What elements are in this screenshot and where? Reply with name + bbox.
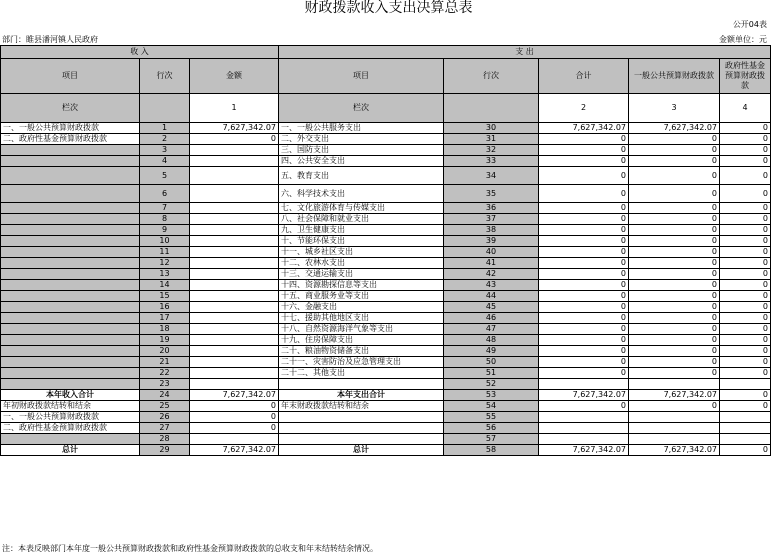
income-amount-cell xyxy=(190,379,279,390)
income-item-cell xyxy=(1,145,140,156)
income-item-cell xyxy=(1,280,140,291)
expense-item-cell: 七、文化旅游体育与传媒支出 xyxy=(279,203,444,214)
table-row xyxy=(1,412,771,423)
expense-fund-cell: 0 xyxy=(720,401,771,412)
table-row xyxy=(1,390,771,401)
income-item-cell xyxy=(1,379,140,390)
expense-total-cell: 0 xyxy=(539,335,629,346)
income-line-cell: 8 xyxy=(140,214,190,225)
expense-general-cell: 0 xyxy=(629,302,720,313)
income-amount-cell: 0 xyxy=(190,401,279,412)
income-item-cell xyxy=(1,368,140,379)
expense-line-cell: 48 xyxy=(444,335,539,346)
expense-total-cell: 0 xyxy=(539,313,629,324)
table-row xyxy=(1,423,771,434)
income-item-cell xyxy=(1,203,140,214)
department-label: 部门：睢县潘河镇人民政府 xyxy=(2,35,98,44)
income-line-cell: 5 xyxy=(140,167,190,185)
col-header-line: 行次 xyxy=(140,59,190,94)
expense-line-cell: 40 xyxy=(444,247,539,258)
income-item-cell xyxy=(1,185,140,203)
income-item-cell: 一、一般公共预算财政拨款 xyxy=(1,412,140,423)
col-header-line2: 行次 xyxy=(444,59,539,94)
income-line-cell: 17 xyxy=(140,313,190,324)
expense-total-cell xyxy=(539,423,629,434)
expense-total-cell: 0 xyxy=(539,167,629,185)
income-item-cell xyxy=(1,434,140,445)
expense-total-cell: 0 xyxy=(539,134,629,145)
table-row xyxy=(1,225,771,236)
income-line-cell: 26 xyxy=(140,412,190,423)
expense-line-cell: 43 xyxy=(444,280,539,291)
table-row xyxy=(1,357,771,368)
income-line-cell: 27 xyxy=(140,423,190,434)
expense-total-cell: 7,627,342.07 xyxy=(539,390,629,401)
expense-line-cell: 52 xyxy=(444,379,539,390)
expense-fund-cell xyxy=(720,412,771,423)
expense-fund-cell xyxy=(720,434,771,445)
expense-fund-cell: 0 xyxy=(720,225,771,236)
income-item-cell xyxy=(1,214,140,225)
expense-general-cell: 0 xyxy=(629,401,720,412)
expense-line-cell: 36 xyxy=(444,203,539,214)
expense-line-cell: 58 xyxy=(444,445,539,456)
expense-item-cell: 总计 xyxy=(279,445,444,456)
footnote: 注：本表反映部门本年度一般公共预算财政拨款和政府性基金预算财政拨款的总收支和年末结转结余情况。 xyxy=(2,544,378,553)
col-header-amount: 金额 xyxy=(190,59,279,94)
income-item-cell xyxy=(1,346,140,357)
expense-total-cell xyxy=(539,412,629,423)
expense-line-cell: 30 xyxy=(444,123,539,134)
table-row xyxy=(1,258,771,269)
expense-line-cell: 55 xyxy=(444,412,539,423)
expense-line-cell: 53 xyxy=(444,390,539,401)
expense-fund-cell: 0 xyxy=(720,247,771,258)
expense-fund-cell: 0 xyxy=(720,167,771,185)
expense-item-cell: 六、科学技术支出 xyxy=(279,185,444,203)
income-amount-cell xyxy=(190,313,279,324)
income-line-cell: 25 xyxy=(140,401,190,412)
table-row xyxy=(1,134,771,145)
expense-total-cell: 0 xyxy=(539,291,629,302)
col-header-total: 合计 xyxy=(539,59,629,94)
expense-general-cell: 0 xyxy=(629,247,720,258)
income-amount-cell xyxy=(190,368,279,379)
table-row xyxy=(1,269,771,280)
expense-section-header: 支 出 xyxy=(279,46,771,59)
expense-general-cell: 0 xyxy=(629,335,720,346)
income-amount-cell xyxy=(190,302,279,313)
expense-total-cell xyxy=(539,434,629,445)
income-amount-cell xyxy=(190,434,279,445)
income-item-cell xyxy=(1,225,140,236)
income-line-cell: 13 xyxy=(140,269,190,280)
income-amount-cell xyxy=(190,280,279,291)
unit-label: 金额单位：元 xyxy=(719,35,767,44)
expense-total-cell: 0 xyxy=(539,258,629,269)
table-row xyxy=(1,123,771,134)
table-row xyxy=(1,167,771,185)
expense-total-cell: 0 xyxy=(539,269,629,280)
income-amount-cell xyxy=(190,203,279,214)
income-item-cell xyxy=(1,167,140,185)
expense-item-cell: 一、一般公共服务支出 xyxy=(279,123,444,134)
expense-fund-cell: 0 xyxy=(720,185,771,203)
expense-total-cell: 0 xyxy=(539,236,629,247)
income-item-cell xyxy=(1,269,140,280)
expense-line-cell: 50 xyxy=(444,357,539,368)
expense-item-cell: 五、教育支出 xyxy=(279,167,444,185)
expense-general-cell: 0 xyxy=(629,236,720,247)
income-item-cell xyxy=(1,324,140,335)
table-row xyxy=(1,156,771,167)
expense-general-cell xyxy=(629,412,720,423)
expense-total-cell: 0 xyxy=(539,203,629,214)
expense-item-cell: 十四、资源勘探信息等支出 xyxy=(279,280,444,291)
table-row xyxy=(1,280,771,291)
expense-general-cell: 7,627,342.07 xyxy=(629,123,720,134)
income-amount-cell xyxy=(190,258,279,269)
expense-total-cell: 0 xyxy=(539,214,629,225)
income-amount-cell: 7,627,342.07 xyxy=(190,445,279,456)
col-header-fund: 政府性基金预算财政拨款 xyxy=(720,59,771,94)
income-amount-cell xyxy=(190,346,279,357)
income-line-cell: 9 xyxy=(140,225,190,236)
expense-total-cell: 0 xyxy=(539,401,629,412)
income-line-cell: 24 xyxy=(140,390,190,401)
expense-item-cell: 二十二、其他支出 xyxy=(279,368,444,379)
col-header-item: 项目 xyxy=(1,59,140,94)
expense-fund-cell: 0 xyxy=(720,203,771,214)
expense-fund-cell: 0 xyxy=(720,291,771,302)
expense-item-cell: 十一、城乡社区支出 xyxy=(279,247,444,258)
expense-fund-cell: 0 xyxy=(720,324,771,335)
income-line-cell: 2 xyxy=(140,134,190,145)
expense-line-cell: 35 xyxy=(444,185,539,203)
expense-fund-cell: 0 xyxy=(720,269,771,280)
expense-line-cell: 54 xyxy=(444,401,539,412)
expense-line-cell: 57 xyxy=(444,434,539,445)
expense-general-cell: 0 xyxy=(629,346,720,357)
expense-general-cell: 7,627,342.07 xyxy=(629,390,720,401)
income-section-header: 收 入 xyxy=(1,46,279,59)
income-line-cell: 20 xyxy=(140,346,190,357)
expense-item-cell: 十二、农林水支出 xyxy=(279,258,444,269)
table-row xyxy=(1,379,771,390)
table-row xyxy=(1,145,771,156)
form-code: 公开04表 xyxy=(732,20,767,29)
expense-fund-cell: 0 xyxy=(720,368,771,379)
expense-item-cell: 十五、商业服务业等支出 xyxy=(279,291,444,302)
expense-fund-cell: 0 xyxy=(720,346,771,357)
income-line-cell: 16 xyxy=(140,302,190,313)
expense-general-cell: 0 xyxy=(629,167,720,185)
income-item-cell xyxy=(1,247,140,258)
expense-line-cell: 49 xyxy=(444,346,539,357)
expense-line-cell: 39 xyxy=(444,236,539,247)
colnum-2: 2 xyxy=(539,94,629,123)
expense-general-cell xyxy=(629,434,720,445)
income-line-cell: 29 xyxy=(140,445,190,456)
income-amount-cell xyxy=(190,269,279,280)
income-line-cell: 1 xyxy=(140,123,190,134)
page-title: 财政拨款收入支出决算总表 xyxy=(304,0,473,16)
expense-total-cell: 0 xyxy=(539,225,629,236)
income-amount-cell xyxy=(190,225,279,236)
expense-line-cell: 45 xyxy=(444,302,539,313)
income-amount-cell xyxy=(190,214,279,225)
expense-item-cell: 本年支出合计 xyxy=(279,390,444,401)
table-row xyxy=(1,203,771,214)
expense-fund-cell xyxy=(720,423,771,434)
col-header-item2: 项目 xyxy=(279,59,444,94)
expense-fund-cell: 0 xyxy=(720,445,771,456)
income-line-cell: 4 xyxy=(140,156,190,167)
expense-item-cell: 十七、援助其他地区支出 xyxy=(279,313,444,324)
expense-general-cell: 0 xyxy=(629,203,720,214)
income-line-cell: 23 xyxy=(140,379,190,390)
expense-general-cell: 0 xyxy=(629,269,720,280)
expense-general-cell: 0 xyxy=(629,134,720,145)
expense-line-cell: 31 xyxy=(444,134,539,145)
income-item-cell xyxy=(1,236,140,247)
expense-item-cell: 十三、交通运输支出 xyxy=(279,269,444,280)
expense-line-cell: 38 xyxy=(444,225,539,236)
expense-item-cell: 十九、住房保障支出 xyxy=(279,335,444,346)
col-header-general: 一般公共预算财政拨款 xyxy=(629,59,720,94)
income-item-cell xyxy=(1,291,140,302)
expense-total-cell: 0 xyxy=(539,324,629,335)
expense-item-cell: 二十、粮油物资储备支出 xyxy=(279,346,444,357)
expense-line-cell: 32 xyxy=(444,145,539,156)
expense-total-cell: 7,627,342.07 xyxy=(539,123,629,134)
expense-general-cell: 0 xyxy=(629,291,720,302)
income-item-cell xyxy=(1,302,140,313)
colnum-4: 4 xyxy=(720,94,771,123)
income-amount-cell xyxy=(190,291,279,302)
expense-general-cell: 0 xyxy=(629,145,720,156)
expense-line-cell: 46 xyxy=(444,313,539,324)
income-item-cell xyxy=(1,335,140,346)
expense-fund-cell: 0 xyxy=(720,123,771,134)
colnum-3: 3 xyxy=(629,94,720,123)
income-line-cell: 19 xyxy=(140,335,190,346)
colnum-line xyxy=(140,94,190,123)
table-row xyxy=(1,291,771,302)
expense-total-cell: 0 xyxy=(539,280,629,291)
expense-total-cell: 0 xyxy=(539,145,629,156)
expense-fund-cell: 0 xyxy=(720,390,771,401)
income-amount-cell xyxy=(190,236,279,247)
income-line-cell: 3 xyxy=(140,145,190,156)
expense-fund-cell: 0 xyxy=(720,236,771,247)
expense-item-cell xyxy=(279,434,444,445)
expense-fund-cell: 0 xyxy=(720,313,771,324)
table-row xyxy=(1,247,771,258)
income-item-cell: 二、政府性基金预算财政拨款 xyxy=(1,423,140,434)
expense-total-cell xyxy=(539,379,629,390)
expense-fund-cell: 0 xyxy=(720,134,771,145)
expense-item-cell: 十、节能环保支出 xyxy=(279,236,444,247)
expense-fund-cell: 0 xyxy=(720,156,771,167)
table-row xyxy=(1,313,771,324)
income-line-cell: 11 xyxy=(140,247,190,258)
expense-item-cell xyxy=(279,423,444,434)
expense-item-cell: 二、外交支出 xyxy=(279,134,444,145)
income-amount-cell xyxy=(190,167,279,185)
budget-table xyxy=(0,45,771,456)
expense-general-cell: 0 xyxy=(629,357,720,368)
expense-line-cell: 33 xyxy=(444,156,539,167)
table-row xyxy=(1,368,771,379)
expense-general-cell xyxy=(629,379,720,390)
expense-general-cell: 0 xyxy=(629,368,720,379)
expense-general-cell: 0 xyxy=(629,225,720,236)
income-item-cell xyxy=(1,258,140,269)
table-row xyxy=(1,236,771,247)
expense-total-cell: 0 xyxy=(539,357,629,368)
table-row xyxy=(1,302,771,313)
table-row xyxy=(1,214,771,225)
income-item-cell xyxy=(1,313,140,324)
expense-line-cell: 34 xyxy=(444,167,539,185)
income-line-cell: 22 xyxy=(140,368,190,379)
income-line-cell: 28 xyxy=(140,434,190,445)
colnum-label: 栏次 xyxy=(1,94,140,123)
expense-item-cell xyxy=(279,379,444,390)
income-item-cell xyxy=(1,156,140,167)
colnum-label2: 栏次 xyxy=(279,94,444,123)
expense-fund-cell: 0 xyxy=(720,258,771,269)
table-row xyxy=(1,324,771,335)
expense-line-cell: 56 xyxy=(444,423,539,434)
expense-general-cell: 0 xyxy=(629,214,720,225)
expense-item-cell: 十八、自然资源海洋气象等支出 xyxy=(279,324,444,335)
income-amount-cell xyxy=(190,335,279,346)
income-line-cell: 7 xyxy=(140,203,190,214)
expense-item-cell: 九、卫生健康支出 xyxy=(279,225,444,236)
table-row xyxy=(1,185,771,203)
expense-fund-cell: 0 xyxy=(720,214,771,225)
expense-fund-cell xyxy=(720,379,771,390)
table-row xyxy=(1,401,771,412)
colnum-1: 1 xyxy=(190,94,279,123)
income-line-cell: 6 xyxy=(140,185,190,203)
expense-general-cell: 0 xyxy=(629,156,720,167)
expense-general-cell: 0 xyxy=(629,185,720,203)
expense-total-cell: 7,627,342.07 xyxy=(539,445,629,456)
income-item-cell: 一、一般公共预算财政拨款 xyxy=(1,123,140,134)
expense-line-cell: 41 xyxy=(444,258,539,269)
expense-item-cell: 八、社会保障和就业支出 xyxy=(279,214,444,225)
expense-general-cell xyxy=(629,423,720,434)
income-item-cell: 年初财政拨款结转和结余 xyxy=(1,401,140,412)
table-row xyxy=(1,335,771,346)
income-line-cell: 12 xyxy=(140,258,190,269)
expense-item-cell: 四、公共安全支出 xyxy=(279,156,444,167)
income-amount-cell xyxy=(190,156,279,167)
expense-general-cell: 0 xyxy=(629,313,720,324)
income-line-cell: 15 xyxy=(140,291,190,302)
expense-total-cell: 0 xyxy=(539,302,629,313)
expense-total-cell: 0 xyxy=(539,156,629,167)
income-amount-cell xyxy=(190,324,279,335)
income-amount-cell: 7,627,342.07 xyxy=(190,390,279,401)
income-amount-cell xyxy=(190,247,279,258)
expense-total-cell: 0 xyxy=(539,368,629,379)
table-row xyxy=(1,346,771,357)
expense-general-cell: 0 xyxy=(629,324,720,335)
income-item-cell: 二、政府性基金预算财政拨款 xyxy=(1,134,140,145)
expense-item-cell: 年末财政拨款结转和结余 xyxy=(279,401,444,412)
expense-total-cell: 0 xyxy=(539,185,629,203)
expense-general-cell: 0 xyxy=(629,258,720,269)
expense-line-cell: 37 xyxy=(444,214,539,225)
expense-fund-cell: 0 xyxy=(720,335,771,346)
table-row xyxy=(1,445,771,456)
income-item-cell xyxy=(1,357,140,368)
income-amount-cell xyxy=(190,357,279,368)
expense-fund-cell: 0 xyxy=(720,280,771,291)
expense-line-cell: 42 xyxy=(444,269,539,280)
colnum-line2 xyxy=(444,94,539,123)
expense-item-cell: 十六、金融支出 xyxy=(279,302,444,313)
expense-line-cell: 44 xyxy=(444,291,539,302)
income-item-cell: 本年收入合计 xyxy=(1,390,140,401)
expense-total-cell: 0 xyxy=(539,247,629,258)
expense-line-cell: 51 xyxy=(444,368,539,379)
income-amount-cell xyxy=(190,145,279,156)
expense-item-cell: 二十一、灾害防治及应急管理支出 xyxy=(279,357,444,368)
expense-general-cell: 0 xyxy=(629,280,720,291)
income-amount-cell: 0 xyxy=(190,423,279,434)
income-line-cell: 21 xyxy=(140,357,190,368)
income-amount-cell xyxy=(190,185,279,203)
expense-fund-cell: 0 xyxy=(720,145,771,156)
expense-fund-cell: 0 xyxy=(720,302,771,313)
expense-line-cell: 47 xyxy=(444,324,539,335)
income-line-cell: 14 xyxy=(140,280,190,291)
income-item-cell: 总计 xyxy=(1,445,140,456)
income-amount-cell: 7,627,342.07 xyxy=(190,123,279,134)
expense-item-cell xyxy=(279,412,444,423)
income-amount-cell: 0 xyxy=(190,134,279,145)
expense-fund-cell: 0 xyxy=(720,357,771,368)
income-amount-cell: 0 xyxy=(190,412,279,423)
income-line-cell: 10 xyxy=(140,236,190,247)
expense-total-cell: 0 xyxy=(539,346,629,357)
income-line-cell: 18 xyxy=(140,324,190,335)
table-row xyxy=(1,434,771,445)
expense-item-cell: 三、国防支出 xyxy=(279,145,444,156)
expense-general-cell: 7,627,342.07 xyxy=(629,445,720,456)
